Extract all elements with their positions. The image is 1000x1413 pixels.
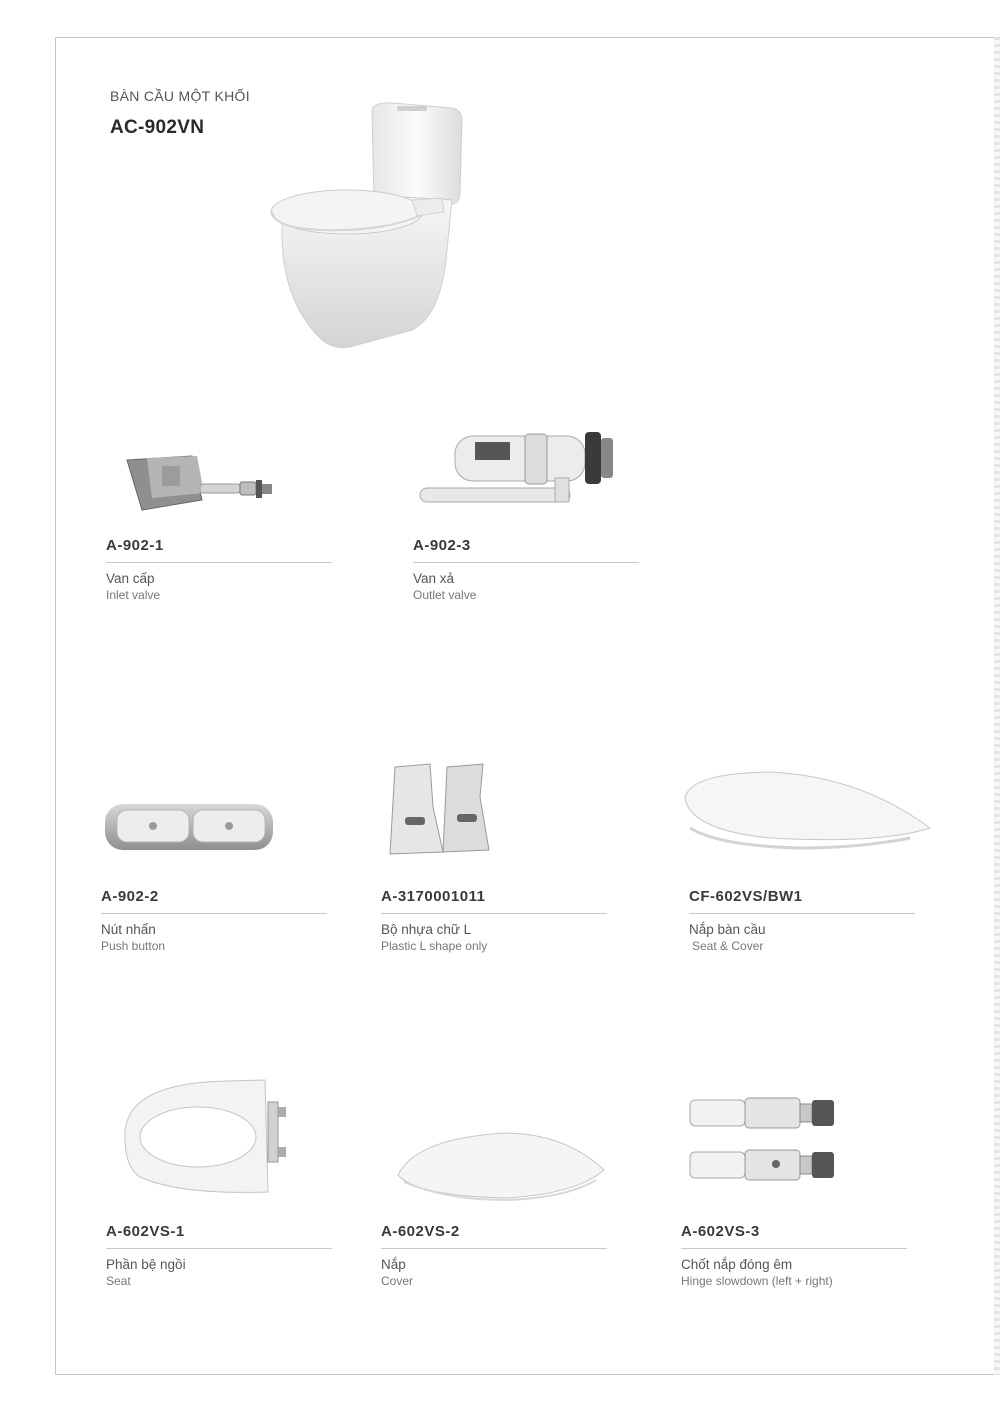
part-name-vi: Van cấp [106, 571, 155, 586]
one-piece-toilet-image [262, 100, 472, 355]
part-name-vi: Nắp [381, 1257, 406, 1272]
part-name-vi: Nắp bàn cầu [689, 922, 766, 937]
part-card-plastic-l-shape [381, 887, 607, 954]
divider [381, 913, 607, 914]
part-name-en: Outlet valve [413, 588, 477, 602]
outlet-valve-image [415, 428, 620, 513]
part-card-hinge-slowdown [681, 1222, 907, 1289]
part-code: A-902-1 [106, 537, 164, 554]
inlet-valve-image [122, 448, 277, 523]
part-code: CF-602VS/BW1 [689, 888, 803, 905]
part-name-en: Cover [381, 1274, 414, 1288]
page-edge [994, 37, 1000, 1375]
part-card-seat-cover [689, 887, 915, 954]
seat-image [120, 1077, 292, 1197]
part-code: A-602VS-1 [106, 1223, 185, 1240]
divider [681, 1248, 907, 1249]
part-card-inlet-valve [106, 536, 332, 603]
part-code: A-602VS-3 [681, 1223, 760, 1240]
hinge-slowdown-image [688, 1092, 840, 1188]
divider [413, 562, 639, 563]
divider [689, 913, 915, 914]
part-name-en: Push button [101, 939, 166, 953]
part-card-seat [106, 1222, 332, 1289]
divider [381, 1248, 607, 1249]
part-name-vi: Nút nhấn [101, 922, 156, 937]
part-name-vi: Bộ nhựa chữ L [381, 922, 472, 937]
part-name-en: Plastic L shape only [381, 939, 488, 953]
part-card-cover [381, 1222, 607, 1289]
part-code: A-602VS-2 [381, 1223, 460, 1240]
divider [101, 913, 327, 914]
part-name-en: Inlet valve [106, 588, 161, 602]
part-name-vi: Chốt nắp đóng êm [681, 1257, 793, 1272]
part-card-push-button [101, 887, 327, 954]
part-code: A-3170001011 [381, 888, 486, 905]
part-name-en: Hinge slowdown (left + right) [681, 1274, 833, 1288]
part-name-en: Seat & Cover [692, 939, 764, 953]
divider [106, 1248, 332, 1249]
cover-image [396, 1130, 606, 1202]
seat-cover-image [680, 768, 932, 852]
part-name-vi: Van xả [413, 571, 455, 586]
plastic-l-shape-image [385, 762, 495, 858]
push-button-image [103, 800, 275, 854]
product-model: AC-902VN [110, 117, 205, 138]
divider [106, 562, 332, 563]
part-name-vi: Phần bệ ngồi [106, 1257, 186, 1272]
part-card-outlet-valve [413, 536, 639, 603]
product-category: BÀN CẦU MỘT KHỐI [110, 88, 250, 104]
part-code: A-902-3 [413, 537, 471, 554]
part-code: A-902-2 [101, 888, 159, 905]
part-name-en: Seat [106, 1274, 131, 1288]
